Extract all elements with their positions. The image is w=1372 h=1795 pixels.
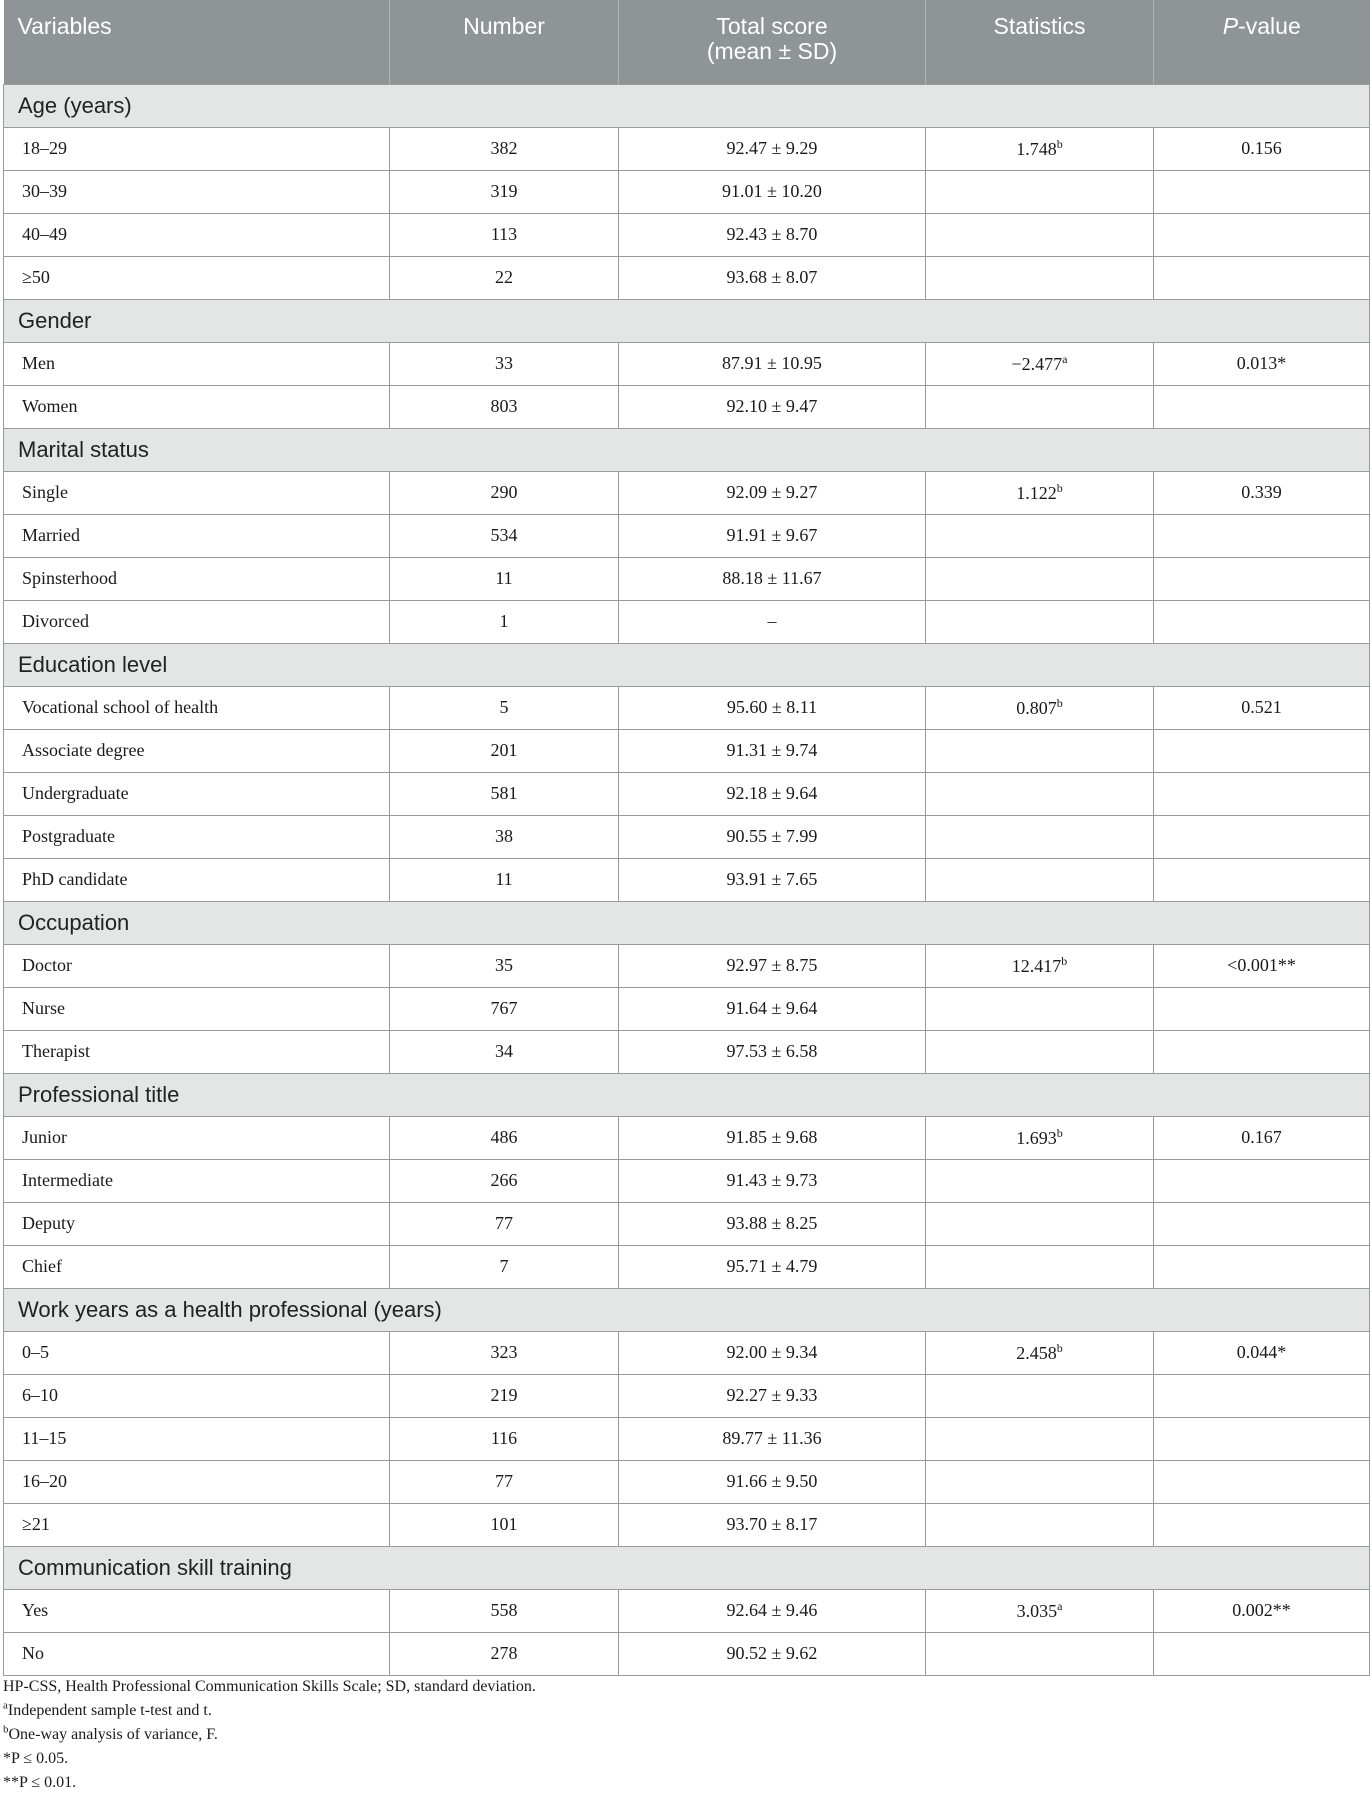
results-table-container — [3, 0, 1369, 1676]
cell-number: 382 — [390, 127, 619, 170]
group-header-row — [4, 1288, 1370, 1331]
table-row — [4, 987, 1370, 1030]
cell-variable: Deputy — [4, 1202, 390, 1245]
table-row — [4, 471, 1370, 514]
cell-statistics — [926, 858, 1154, 901]
cell-statistics — [926, 557, 1154, 600]
cell-p-value — [1154, 170, 1370, 213]
table-row — [4, 1589, 1370, 1632]
cell-total-score: 91.01 ± 10.20 — [619, 170, 926, 213]
cell-p-value: 0.339 — [1154, 471, 1370, 514]
cell-variable: PhD candidate — [4, 858, 390, 901]
cell-statistics — [926, 1030, 1154, 1073]
cell-number: 319 — [390, 170, 619, 213]
cell-p-value — [1154, 815, 1370, 858]
cell-number: 35 — [390, 944, 619, 987]
cell-p-value: 0.167 — [1154, 1116, 1370, 1159]
cell-p-value — [1154, 213, 1370, 256]
cell-statistics — [926, 772, 1154, 815]
footnote-abbreviations: HP-CSS, Health Professional Communication Skills Scale; SD, standard deviation. — [3, 1678, 536, 1695]
cell-p-value — [1154, 514, 1370, 557]
cell-total-score: 91.91 ± 9.67 — [619, 514, 926, 557]
cell-p-value — [1154, 772, 1370, 815]
footnote-b-text: One-way analysis of variance, F. — [8, 1726, 218, 1743]
cell-number: 38 — [390, 815, 619, 858]
table-row — [4, 1503, 1370, 1546]
table-body — [4, 84, 1370, 1675]
cell-variable: 0–5 — [4, 1331, 390, 1374]
table-row — [4, 686, 1370, 729]
cell-p-value: 0.521 — [1154, 686, 1370, 729]
cell-total-score: 93.91 ± 7.65 — [619, 858, 926, 901]
cell-total-score: 92.64 ± 9.46 — [619, 1589, 926, 1632]
footnote-b — [3, 1723, 1369, 1747]
cell-number: 1 — [390, 600, 619, 643]
group-title: Professional title — [4, 1073, 1370, 1116]
cell-variable: 16–20 — [4, 1460, 390, 1503]
statistic-superscript: b — [1056, 481, 1063, 495]
cell-total-score: 91.66 ± 9.50 — [619, 1460, 926, 1503]
group-header-row — [4, 1073, 1370, 1116]
table-row — [4, 1417, 1370, 1460]
header-variables: Variables — [4, 0, 390, 84]
cell-p-value — [1154, 1202, 1370, 1245]
cell-number: 558 — [390, 1589, 619, 1632]
statistic-superscript: a — [1062, 352, 1068, 366]
group-header-row — [4, 1546, 1370, 1589]
cell-statistics — [926, 256, 1154, 299]
table-row — [4, 600, 1370, 643]
statistic-superscript: a — [1057, 1599, 1063, 1613]
cell-number: 77 — [390, 1202, 619, 1245]
cell-total-score: 92.27 ± 9.33 — [619, 1374, 926, 1417]
cell-number: 116 — [390, 1417, 619, 1460]
cell-variable: Single — [4, 471, 390, 514]
table-row — [4, 213, 1370, 256]
cell-variable: Spinsterhood — [4, 557, 390, 600]
cell-total-score: 95.60 ± 8.11 — [619, 686, 926, 729]
table-row — [4, 1030, 1370, 1073]
cell-number: 7 — [390, 1245, 619, 1288]
cell-variable: Junior — [4, 1116, 390, 1159]
cell-number: 11 — [390, 858, 619, 901]
cell-variable: Married — [4, 514, 390, 557]
statistic-superscript: b — [1061, 954, 1068, 968]
statistic-value: 3.035 — [1016, 1601, 1058, 1621]
table-row — [4, 557, 1370, 600]
cell-variable: Intermediate — [4, 1159, 390, 1202]
cell-variable: Doctor — [4, 944, 390, 987]
cell-number: 534 — [390, 514, 619, 557]
cell-number: 290 — [390, 471, 619, 514]
cell-total-score: – — [619, 600, 926, 643]
table-row — [4, 256, 1370, 299]
cell-statistics — [926, 600, 1154, 643]
cell-p-value — [1154, 600, 1370, 643]
group-header-row — [4, 643, 1370, 686]
cell-total-score: 93.70 ± 8.17 — [619, 1503, 926, 1546]
cell-variable: Men — [4, 342, 390, 385]
cell-variable: 18–29 — [4, 127, 390, 170]
cell-variable: Postgraduate — [4, 815, 390, 858]
statistic-value: 12.417 — [1011, 956, 1062, 976]
cell-total-score: 93.88 ± 8.25 — [619, 1202, 926, 1245]
cell-total-score: 90.52 ± 9.62 — [619, 1632, 926, 1675]
cell-statistics — [926, 1245, 1154, 1288]
cell-number: 113 — [390, 213, 619, 256]
cell-statistics — [926, 1159, 1154, 1202]
cell-p-value: 0.156 — [1154, 127, 1370, 170]
cell-p-value — [1154, 987, 1370, 1030]
cell-number: 11 — [390, 557, 619, 600]
cell-p-value: 0.002** — [1154, 1589, 1370, 1632]
cell-p-value: <0.001** — [1154, 944, 1370, 987]
cell-number: 803 — [390, 385, 619, 428]
statistic-superscript: b — [1056, 696, 1063, 710]
cell-p-value — [1154, 1030, 1370, 1073]
cell-number: 201 — [390, 729, 619, 772]
statistic-value: 0.807 — [1016, 698, 1057, 718]
cell-p-value — [1154, 1374, 1370, 1417]
header-total-score — [619, 0, 926, 84]
cell-variable: Vocational school of health — [4, 686, 390, 729]
cell-variable: Undergraduate — [4, 772, 390, 815]
cell-number: 77 — [390, 1460, 619, 1503]
table-row — [4, 815, 1370, 858]
header-p-rest: -value — [1238, 13, 1301, 39]
cell-total-score: 88.18 ± 11.67 — [619, 557, 926, 600]
cell-p-value — [1154, 256, 1370, 299]
cell-total-score: 92.00 ± 9.34 — [619, 1331, 926, 1374]
cell-statistics — [926, 170, 1154, 213]
cell-total-score: 91.43 ± 9.73 — [619, 1159, 926, 1202]
cell-p-value — [1154, 1417, 1370, 1460]
statistic-superscript: b — [1056, 137, 1063, 151]
cell-number: 266 — [390, 1159, 619, 1202]
cell-number: 33 — [390, 342, 619, 385]
group-title: Marital status — [4, 428, 1370, 471]
footnote-a-marker: a — [3, 1699, 8, 1712]
cell-p-value — [1154, 858, 1370, 901]
table-row — [4, 127, 1370, 170]
group-header-row — [4, 84, 1370, 127]
cell-number: 101 — [390, 1503, 619, 1546]
statistic-superscript: b — [1056, 1341, 1063, 1355]
cell-p-value — [1154, 557, 1370, 600]
cell-statistics — [926, 471, 1154, 514]
group-title: Education level — [4, 643, 1370, 686]
cell-number: 219 — [390, 1374, 619, 1417]
table-row — [4, 1632, 1370, 1675]
group-title: Work years as a health professional (years) — [4, 1288, 1370, 1331]
cell-number: 278 — [390, 1632, 619, 1675]
cell-statistics — [926, 1202, 1154, 1245]
cell-statistics — [926, 385, 1154, 428]
cell-total-score: 87.91 ± 10.95 — [619, 342, 926, 385]
cell-variable: Therapist — [4, 1030, 390, 1073]
footnote-a-text: Independent sample t-test and t. — [7, 1702, 212, 1719]
cell-total-score: 92.09 ± 9.27 — [619, 471, 926, 514]
statistic-value: 1.693 — [1016, 1128, 1057, 1148]
cell-variable: 6–10 — [4, 1374, 390, 1417]
cell-statistics — [926, 342, 1154, 385]
table-row — [4, 385, 1370, 428]
cell-variable: Women — [4, 385, 390, 428]
cell-p-value — [1154, 385, 1370, 428]
cell-statistics — [926, 944, 1154, 987]
statistic-value: 1.748 — [1016, 139, 1057, 159]
cell-statistics — [926, 1116, 1154, 1159]
table-row — [4, 1116, 1370, 1159]
group-header-row — [4, 901, 1370, 944]
group-header-row — [4, 428, 1370, 471]
footnote-single-star: *P ≤ 0.05. — [3, 1750, 69, 1767]
cell-number: 22 — [390, 256, 619, 299]
cell-total-score: 91.31 ± 9.74 — [619, 729, 926, 772]
table-row — [4, 1245, 1370, 1288]
cell-statistics — [926, 1632, 1154, 1675]
cell-variable: 30–39 — [4, 170, 390, 213]
group-title: Gender — [4, 299, 1370, 342]
statistic-value: −2.477 — [1011, 354, 1063, 374]
table-row — [4, 1331, 1370, 1374]
table-row — [4, 1374, 1370, 1417]
cell-total-score: 97.53 ± 6.58 — [619, 1030, 926, 1073]
group-title: Communication skill training — [4, 1546, 1370, 1589]
cell-variable: Associate degree — [4, 729, 390, 772]
cell-p-value — [1154, 1460, 1370, 1503]
cell-variable: 40–49 — [4, 213, 390, 256]
header-statistics: Statistics — [926, 0, 1154, 84]
footnote-a — [3, 1699, 1369, 1723]
table-row — [4, 514, 1370, 557]
cell-p-value — [1154, 1159, 1370, 1202]
cell-variable: ≥21 — [4, 1503, 390, 1546]
table-row — [4, 170, 1370, 213]
cell-total-score: 91.64 ± 9.64 — [619, 987, 926, 1030]
cell-statistics — [926, 213, 1154, 256]
cell-total-score: 95.71 ± 4.79 — [619, 1245, 926, 1288]
cell-number: 34 — [390, 1030, 619, 1073]
cell-variable: No — [4, 1632, 390, 1675]
cell-total-score: 93.68 ± 8.07 — [619, 256, 926, 299]
footnote-b-marker: b — [3, 1723, 9, 1736]
table-row — [4, 772, 1370, 815]
cell-total-score: 92.18 ± 9.64 — [619, 772, 926, 815]
table-row — [4, 858, 1370, 901]
group-title: Age (years) — [4, 84, 1370, 127]
header-p-letter: P — [1222, 13, 1239, 39]
cell-variable: Divorced — [4, 600, 390, 643]
table-row — [4, 1159, 1370, 1202]
cell-total-score: 92.43 ± 8.70 — [619, 213, 926, 256]
header-p-value — [1154, 0, 1370, 84]
cell-p-value: 0.044* — [1154, 1331, 1370, 1374]
cell-total-score: 92.47 ± 9.29 — [619, 127, 926, 170]
table-row — [4, 729, 1370, 772]
cell-statistics — [926, 1460, 1154, 1503]
cell-statistics — [926, 1503, 1154, 1546]
cell-total-score: 89.77 ± 11.36 — [619, 1417, 926, 1460]
cell-variable: 11–15 — [4, 1417, 390, 1460]
results-table — [3, 0, 1370, 1676]
cell-statistics — [926, 1331, 1154, 1374]
cell-statistics — [926, 729, 1154, 772]
cell-p-value — [1154, 1245, 1370, 1288]
cell-statistics — [926, 987, 1154, 1030]
cell-number: 486 — [390, 1116, 619, 1159]
cell-p-value — [1154, 1632, 1370, 1675]
cell-statistics — [926, 1417, 1154, 1460]
table-row — [4, 342, 1370, 385]
cell-total-score: 90.55 ± 7.99 — [619, 815, 926, 858]
cell-statistics — [926, 1374, 1154, 1417]
group-title: Occupation — [4, 901, 1370, 944]
cell-statistics — [926, 686, 1154, 729]
cell-p-value: 0.013* — [1154, 342, 1370, 385]
group-header-row — [4, 299, 1370, 342]
cell-p-value — [1154, 1503, 1370, 1546]
table-footnotes — [3, 1675, 1369, 1795]
table-header — [4, 0, 1370, 84]
cell-statistics — [926, 127, 1154, 170]
cell-variable: Yes — [4, 1589, 390, 1632]
cell-statistics — [926, 1589, 1154, 1632]
statistic-superscript: b — [1056, 1126, 1063, 1140]
cell-number: 323 — [390, 1331, 619, 1374]
cell-number: 767 — [390, 987, 619, 1030]
cell-p-value — [1154, 729, 1370, 772]
header-total-score-line1: Total score — [716, 13, 828, 39]
cell-total-score: 92.10 ± 9.47 — [619, 385, 926, 428]
statistic-value: 2.458 — [1016, 1343, 1057, 1363]
cell-statistics — [926, 815, 1154, 858]
footnote-double-star: **P ≤ 0.01. — [3, 1774, 77, 1791]
cell-total-score: 92.97 ± 8.75 — [619, 944, 926, 987]
table-row — [4, 1460, 1370, 1503]
table-row — [4, 1202, 1370, 1245]
cell-variable: Nurse — [4, 987, 390, 1030]
cell-statistics — [926, 514, 1154, 557]
header-total-score-line2: (mean ± SD) — [706, 38, 838, 64]
cell-total-score: 91.85 ± 9.68 — [619, 1116, 926, 1159]
cell-variable: Chief — [4, 1245, 390, 1288]
header-number: Number — [390, 0, 619, 84]
cell-number: 581 — [390, 772, 619, 815]
statistic-value: 1.122 — [1016, 483, 1057, 503]
table-row — [4, 944, 1370, 987]
cell-number: 5 — [390, 686, 619, 729]
cell-variable: ≥50 — [4, 256, 390, 299]
